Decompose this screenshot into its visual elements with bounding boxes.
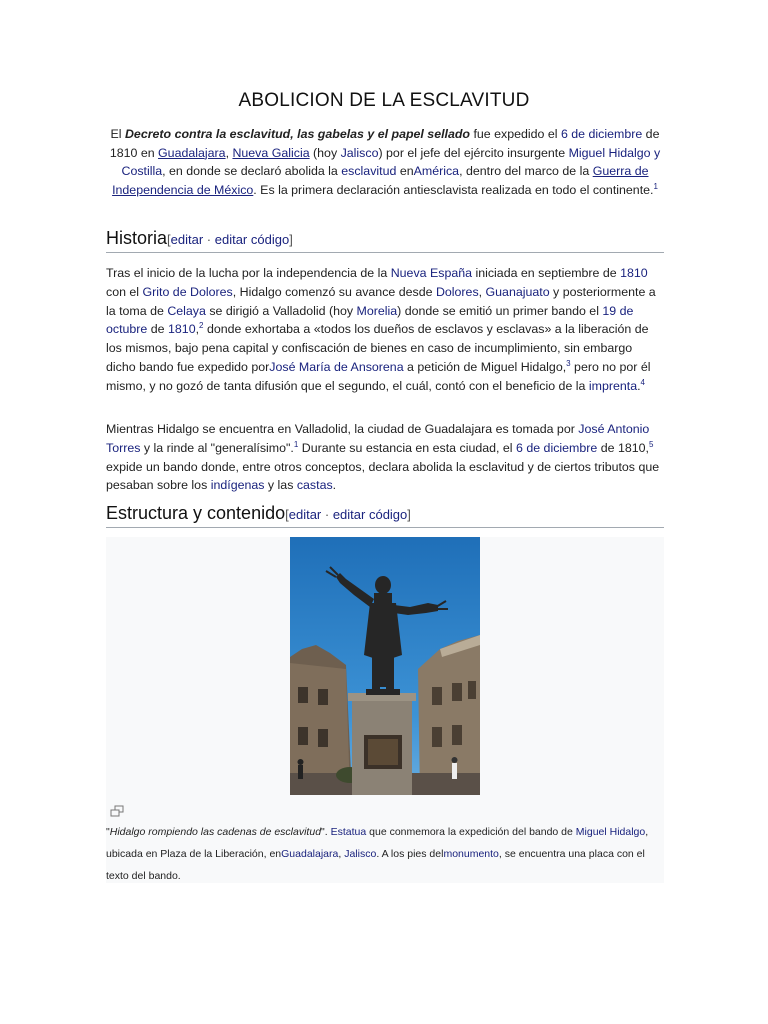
paragraph-text: . [637, 378, 641, 393]
reference-3[interactable]: 3 [566, 358, 571, 368]
historia-paragraph-2 [106, 420, 664, 495]
paragraph-text: y la rinde al "generalísimo". [140, 440, 294, 455]
paragraph-text: Tras el inicio de la lucha por la independencia de la [106, 266, 391, 280]
link-jalisco[interactable]: Jalisco [340, 145, 379, 160]
intro-text: El [110, 127, 125, 141]
separator: · [203, 232, 215, 247]
link-grito-de-dolores[interactable]: Grito de Dolores [142, 284, 233, 299]
caption-text: , se encuentra una placa con el texto del bando. [106, 848, 645, 882]
figure-caption [106, 821, 664, 887]
intro-text: , en donde se declaró abolida la [162, 164, 342, 179]
link-miguel-hidalgo[interactable]: Miguel Hidalgo [575, 826, 646, 838]
paragraph-text: y posteriormente a la toma de [106, 284, 656, 318]
caption-text: " [106, 826, 110, 838]
intro-text: , [225, 145, 233, 160]
bracket: ] [407, 507, 411, 522]
link-jalisco[interactable]: Jalisco [344, 848, 377, 860]
link-guanajuato[interactable]: Guanajuato [485, 284, 550, 299]
link-guerra-independencia[interactable]: Guerra de Independencia de México [112, 164, 649, 197]
magnify-clip-icon[interactable] [110, 805, 124, 817]
reference-1[interactable]: 1 [293, 439, 299, 449]
paragraph-text: se dirigió a Valladolid (hoy [205, 303, 357, 318]
historia-paragraph-1 [106, 264, 664, 396]
paragraph-text: a petición de Miguel Hidalgo, [403, 359, 567, 374]
edit-link[interactable]: editar [170, 232, 204, 247]
intro-text: en [396, 164, 414, 179]
link-celaya[interactable]: Celaya [167, 303, 206, 318]
reference-4[interactable]: 4 [640, 377, 645, 387]
caption-text: . A los pies del [376, 848, 444, 860]
paragraph-text: ) donde se emitió un primer bando el [397, 303, 603, 318]
link-esclavitud[interactable]: esclavitud [341, 164, 397, 179]
caption-text: , [338, 848, 345, 860]
link-indigenas[interactable]: indígenas [210, 478, 265, 493]
link-nueva-galicia[interactable]: Nueva Galicia [232, 145, 310, 160]
paragraph-text: , [195, 322, 200, 337]
link-miguel-hidalgo[interactable]: Miguel Hidalgo y Costilla [121, 145, 661, 179]
paragraph-text: Durante su estancia en esta ciudad, el [298, 440, 516, 455]
link-1810[interactable]: 1810 [620, 266, 648, 280]
link-jose-antonio-torres[interactable]: José Antonio Torres [106, 422, 650, 455]
intro-text: . Es la primera declaración antiesclavista realizada en todo el continente. [253, 182, 654, 197]
paragraph-text: Mientras Hidalgo se encuentra en Valladolid, la ciudad de Guadalajara es tomada por [106, 422, 579, 436]
reference-1[interactable]: 1 [653, 181, 658, 191]
link-america[interactable]: América [413, 164, 460, 179]
link-estatua[interactable]: Estatua [330, 826, 367, 838]
caption-text: , ubicada en Plaza de la Liberación, en [106, 826, 649, 860]
paragraph-text: y las [264, 478, 297, 493]
paragraph-text: pero no por él mismo, y no gozó de tanta difusión que el segundo, el cuál, contó con el beneficio de la [106, 359, 651, 393]
separator: · [321, 507, 333, 522]
paragraph-text: donde exhortaba a «todos los dueños de esclavos y esclavas» a la liberación de los mismos, bajo pena capital y confiscación de bienes en caso de incumplimiento, sin embargo dicho bando fue expedido por [106, 322, 649, 374]
paragraph-text: , Hidalgo comenzó su avance desde [232, 284, 436, 299]
bracket: [ [167, 232, 171, 247]
edit-section-links [285, 507, 411, 522]
link-guadalajara[interactable]: Guadalajara [281, 848, 339, 860]
page-title: ABOLICION DE LA ESCLAVITUD [238, 90, 530, 111]
caption-title: Hidalgo rompiendo las cadenas de esclavitud [109, 826, 322, 838]
paragraph-text: expide un bando donde, entre otros conceptos, declara abolida la esclavitud y de ciertos tributos que pesaban sobre los [106, 459, 660, 493]
link-nueva-espana[interactable]: Nueva España [390, 266, 473, 280]
heading-text: Estructura y contenido [106, 503, 286, 523]
reference-2[interactable]: 2 [199, 321, 204, 331]
link-6-de-diciembre[interactable]: 6 de diciembre [560, 127, 643, 141]
intro-text: de 1810 en [109, 127, 660, 160]
paragraph-text: de [147, 322, 169, 337]
link-19-de-octubre[interactable]: 19 de octubre [106, 303, 634, 337]
edit-section-links [167, 232, 293, 247]
caption-text: ". [321, 826, 331, 838]
paragraph-text: , [478, 284, 486, 299]
intro-paragraph [106, 125, 664, 199]
intro-text: fue expedido el [470, 127, 561, 141]
bracket: ] [289, 232, 293, 247]
link-6-de-diciembre[interactable]: 6 de diciembre [516, 440, 598, 455]
section-heading-historia [106, 228, 664, 253]
link-guadalajara[interactable]: Guadalajara [158, 145, 226, 160]
link-1810[interactable]: 1810 [168, 322, 196, 337]
intro-text: (hoy [309, 145, 341, 160]
paragraph-text: de 1810, [597, 440, 649, 455]
paragraph-text: . [332, 478, 337, 493]
reference-5[interactable]: 5 [648, 439, 654, 449]
link-monumento[interactable]: monumento [443, 848, 499, 860]
intro-text: ) por el jefe del ejército insurgente [378, 145, 569, 160]
link-castas[interactable]: castas [296, 478, 333, 493]
link-imprenta[interactable]: imprenta [588, 378, 638, 393]
decreto-name: Decreto contra la esclavitud, las gabelas y el papel sellado [124, 127, 471, 141]
link-morelia[interactable]: Morelia [356, 303, 398, 318]
paragraph-text: iniciada en septiembre de [472, 266, 621, 280]
statue-photo[interactable] [290, 537, 480, 795]
paragraph-text: con el [106, 284, 143, 299]
section-heading-estructura [106, 503, 664, 528]
link-dolores[interactable]: Dolores [435, 284, 479, 299]
figure-thumbnail [106, 537, 664, 883]
edit-code-link[interactable]: editar código [214, 232, 290, 247]
bracket: [ [285, 507, 289, 522]
heading-text: Historia [106, 228, 168, 248]
edit-code-link[interactable]: editar código [332, 507, 408, 522]
edit-link[interactable]: editar [288, 507, 322, 522]
caption-text: que conmemora la expedición del bando de [366, 826, 576, 838]
intro-text: , dentro del marco de la [459, 164, 593, 179]
link-jose-maria-de-ansorena[interactable]: José María de Ansorena [269, 359, 404, 374]
